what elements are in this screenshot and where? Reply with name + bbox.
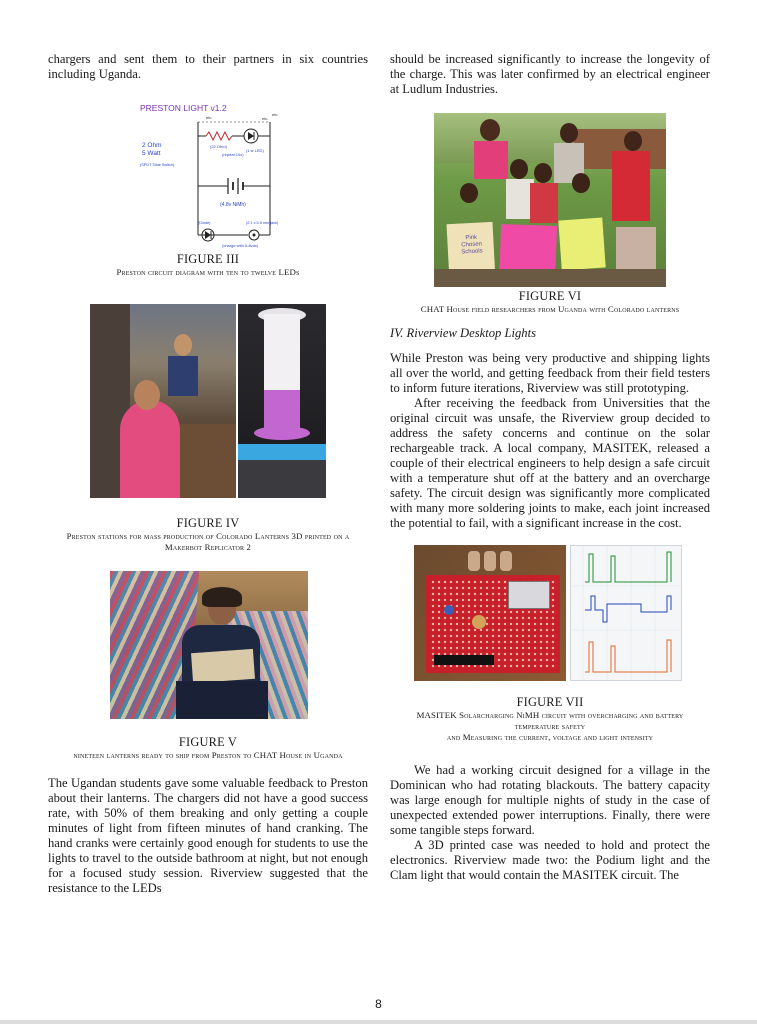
- svg-text:(SPDT Slide Switch): (SPDT Slide Switch): [140, 163, 175, 167]
- circuit-diagram: [136, 102, 286, 250]
- figure-4-title: FIGURE IV: [176, 516, 240, 530]
- right-para-3: We had a working circuit designed for a village in the Dominican who had rotating blackouts. The battery capacity was large enough for multiple nights of study in the case of unexpected extended power interruptions. Finally, there were some tangible steps forward.: [390, 763, 710, 837]
- figure-6-title: FIGURE VI: [518, 289, 582, 303]
- left-column: [48, 52, 368, 896]
- figure-5-title: FIGURE V: [178, 735, 238, 749]
- children-photo: [434, 113, 666, 287]
- svg-text:(repeat 10x): (repeat 10x): [222, 152, 244, 157]
- svg-text:(Diode): (Diode): [198, 221, 211, 225]
- figure-5: [48, 571, 368, 761]
- figure-6-caption: CHAT House field researchers from Uganda with Colorado lanterns: [420, 304, 680, 314]
- svg-text:etc.: etc.: [206, 115, 213, 120]
- svg-text:(2.1 x 5.5 mm jack): (2.1 x 5.5 mm jack): [246, 221, 279, 225]
- sign-1: Pink Chosen Schools: [447, 222, 496, 282]
- figure-4-caption: Preston stations for mass production of Colorado Lanterns 3D printed on a Makerbot Replicator 2: [66, 531, 350, 552]
- circuit-board-photo: [414, 545, 566, 681]
- svg-text:etc.: etc.: [272, 112, 279, 117]
- figure-7-images: [414, 545, 682, 681]
- figure-3-title: FIGURE III: [176, 252, 240, 266]
- figure-5-caption: nineteen lanterns ready to ship from Preston to CHAT House in Uganda: [73, 750, 343, 760]
- svg-text:(4.8v NiMh): (4.8v NiMh): [220, 202, 246, 208]
- figure-3-caption: Preston circuit diagram with ten to twelve LEDs: [116, 267, 300, 277]
- svg-text:(22 Ohm): (22 Ohm): [210, 144, 227, 149]
- diagram-title: PRESTON LIGHT v1.2: [140, 103, 227, 113]
- svg-text:etc.: etc.: [262, 116, 269, 121]
- svg-text:(1 w LED): (1 w LED): [246, 148, 264, 153]
- left-intro-text: chargers and sent them to their partners in six countries including Uganda.: [48, 52, 368, 81]
- right-para-1: While Preston was being very productive and shipping lights all over the world, and getting feedback from their field testers to inform future iterations, Riverview was still prototyping.: [390, 351, 710, 395]
- svg-text:2 Ohm: 2 Ohm: [142, 142, 162, 149]
- figure-7-title: FIGURE VII: [516, 695, 584, 709]
- figure-6: [390, 113, 710, 315]
- right-intro-text: should be increased significantly to increase the longevity of the charge. This was later confirmed by an electrical engineer at Ludlum Industries.: [390, 52, 710, 96]
- lantern-photo: [238, 304, 326, 498]
- svg-text:(charge with 5-8vdc): (charge with 5-8vdc): [222, 243, 259, 248]
- measurement-graphs: [570, 545, 682, 681]
- left-bottom-paragraph: The Ugandan students gave some valuable feedback to Preston about their lanterns. The chargers did not have a good success rate, with 50% of them breaking and only getting a couple minutes of light from fifteen minutes of hand cranking. The hand cranks were certainly good enough for students to use the lights to travel to the outside bathroom at night, but not enough for a focused study session. Riverview suggested that the resistance to the LEDs: [48, 776, 368, 895]
- right-para-2: After receiving the feedback from Universities that the original circuit was unsafe, the Riverview group decided to address the safety concerns and continue on the solar rechargeable track. A local company, MASITEK, released a couple of their electrical engineers to help design a safe circuit with a temperature shut off at the battery and an overcharge safety. The circuit design was significantly more complicated with many more soldering joints to make, each joint increased the potential to fail, with a significant increase in the cost.: [390, 396, 710, 530]
- figure-4-images: [90, 304, 326, 498]
- bottom-bar: [0, 1020, 757, 1024]
- figure-7-caption-line-1: MASITEK Solarcharging NiMH circuit with overcharging and battery temperature safety: [416, 710, 684, 731]
- figure-4: [48, 304, 368, 553]
- hammock-photo: [110, 571, 308, 719]
- figure-3: [48, 102, 368, 278]
- right-para-4: A 3D printed case was needed to hold and protect the electronics. Riverview made two: the Podium light and the Clam light that would contain the MASITEK circuit. The: [390, 838, 710, 882]
- section-heading: IV. Riverview Desktop Lights: [390, 326, 536, 340]
- workshop-photo: [90, 304, 236, 498]
- figure-7: [390, 545, 710, 743]
- svg-text:5 Watt: 5 Watt: [142, 150, 161, 157]
- page-number: 8: [375, 997, 382, 1011]
- right-column: [390, 52, 710, 883]
- figure-7-caption-line-2: and Measuring the current, voltage and light intensity: [446, 732, 654, 742]
- graph-traces: [571, 546, 681, 680]
